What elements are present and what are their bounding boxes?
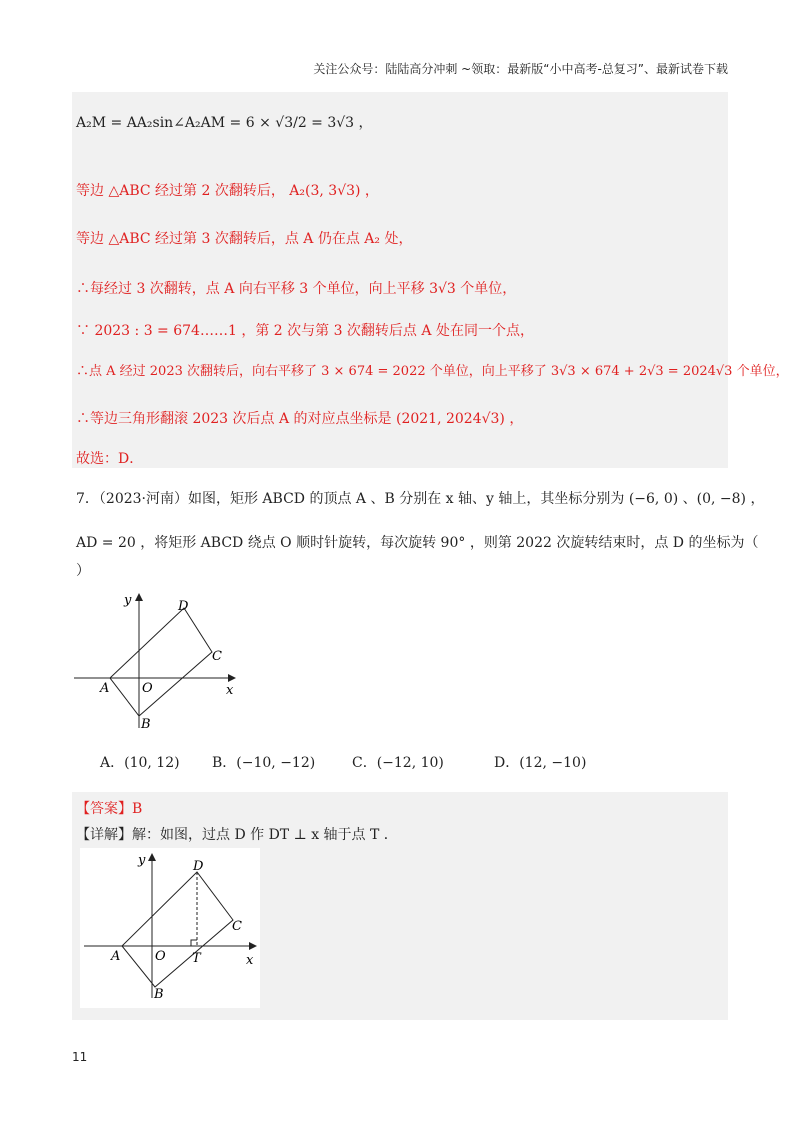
label-c: C xyxy=(212,649,222,664)
question-line-2: AD = 20 ，将矩形 ABCD 绕点 O 顺时针旋转，每次旋转 90° ，则第 2022 次旋转结束时，点 D 的坐标为（ xyxy=(76,535,759,551)
solution-line-7: ∴等边三角形翻滚 2023 次后点 A 的对应点坐标是 (2021, 2024√3) ， xyxy=(76,411,524,427)
label-c-2: C xyxy=(232,919,242,934)
label-a-2: A xyxy=(111,949,121,964)
solution-line-8: 故选：D． xyxy=(76,451,144,467)
answer-label: 【答案】B xyxy=(76,801,143,817)
option-c: C．(−12, 10) xyxy=(352,755,444,771)
label-o: O xyxy=(142,681,153,696)
answer-detail: 【详解】解：如图，过点 D 作 DT ⊥ x 轴于点 T ． xyxy=(76,827,398,843)
label-d-2: D xyxy=(193,859,204,874)
option-d: D．(12, −10) xyxy=(494,755,587,771)
label-y-2: y xyxy=(138,853,146,868)
label-x-2: x xyxy=(246,953,254,968)
solution-line-3: 等边 △ABC 经过第 3 次翻转后，点 A 仍在点 A₂ 处， xyxy=(76,231,413,247)
question-figure xyxy=(70,588,270,738)
label-o-2: O xyxy=(155,949,166,964)
label-b: B xyxy=(141,717,151,732)
label-a: A xyxy=(100,681,110,696)
solution-line-6: ∴点 A 经过 2023 次翻转后，向右平移了 3 × 674 = 2022 个单位，向上平移了 3√3 × 674 + 2√3 = 2024√3 个单位， xyxy=(76,364,789,379)
solution-line-5: ∵ 2023 : 3 = 674……1 ，第 2 次与第 3 次翻转后点 A 处在同一个点， xyxy=(76,323,534,339)
solution-line-1: A₂M = AA₂sin∠A₂AM = 6 × √3/2 = 3√3 ， xyxy=(76,115,373,131)
page-header: 关注公众号：陆陆高分冲刺 ~领取：最新版“小中高考-总复习”、最新试卷下载 xyxy=(313,62,728,76)
right-angle-mark xyxy=(191,940,197,946)
label-b-2: B xyxy=(154,987,164,1002)
label-x: x xyxy=(226,683,234,698)
rectangle-abcd-2 xyxy=(122,872,233,987)
answer-figure xyxy=(80,848,260,1008)
question-line-3: ） xyxy=(76,563,90,579)
label-y: y xyxy=(124,593,132,608)
rectangle-abcd xyxy=(110,608,212,716)
option-a: A．(10, 12) xyxy=(100,755,180,771)
question-line-1: 7．（2023·河南）如图，矩形 ABCD 的顶点 A 、B 分别在 x 轴、y 轴上，其坐标分别为 (−6, 0) 、(0, −8) ， xyxy=(76,491,765,507)
label-t-2: T xyxy=(192,951,201,966)
page-number: 11 xyxy=(72,1050,88,1064)
label-d: D xyxy=(178,599,189,614)
solution-line-2: 等边 △ABC 经过第 2 次翻转后， A₂(3, 3√3) ， xyxy=(76,183,379,199)
solution-line-4: ∴每经过 3 次翻转，点 A 向右平移 3 个单位，向上平移 3√3 个单位， xyxy=(76,281,517,297)
option-b: B．(−10, −12) xyxy=(212,755,316,771)
